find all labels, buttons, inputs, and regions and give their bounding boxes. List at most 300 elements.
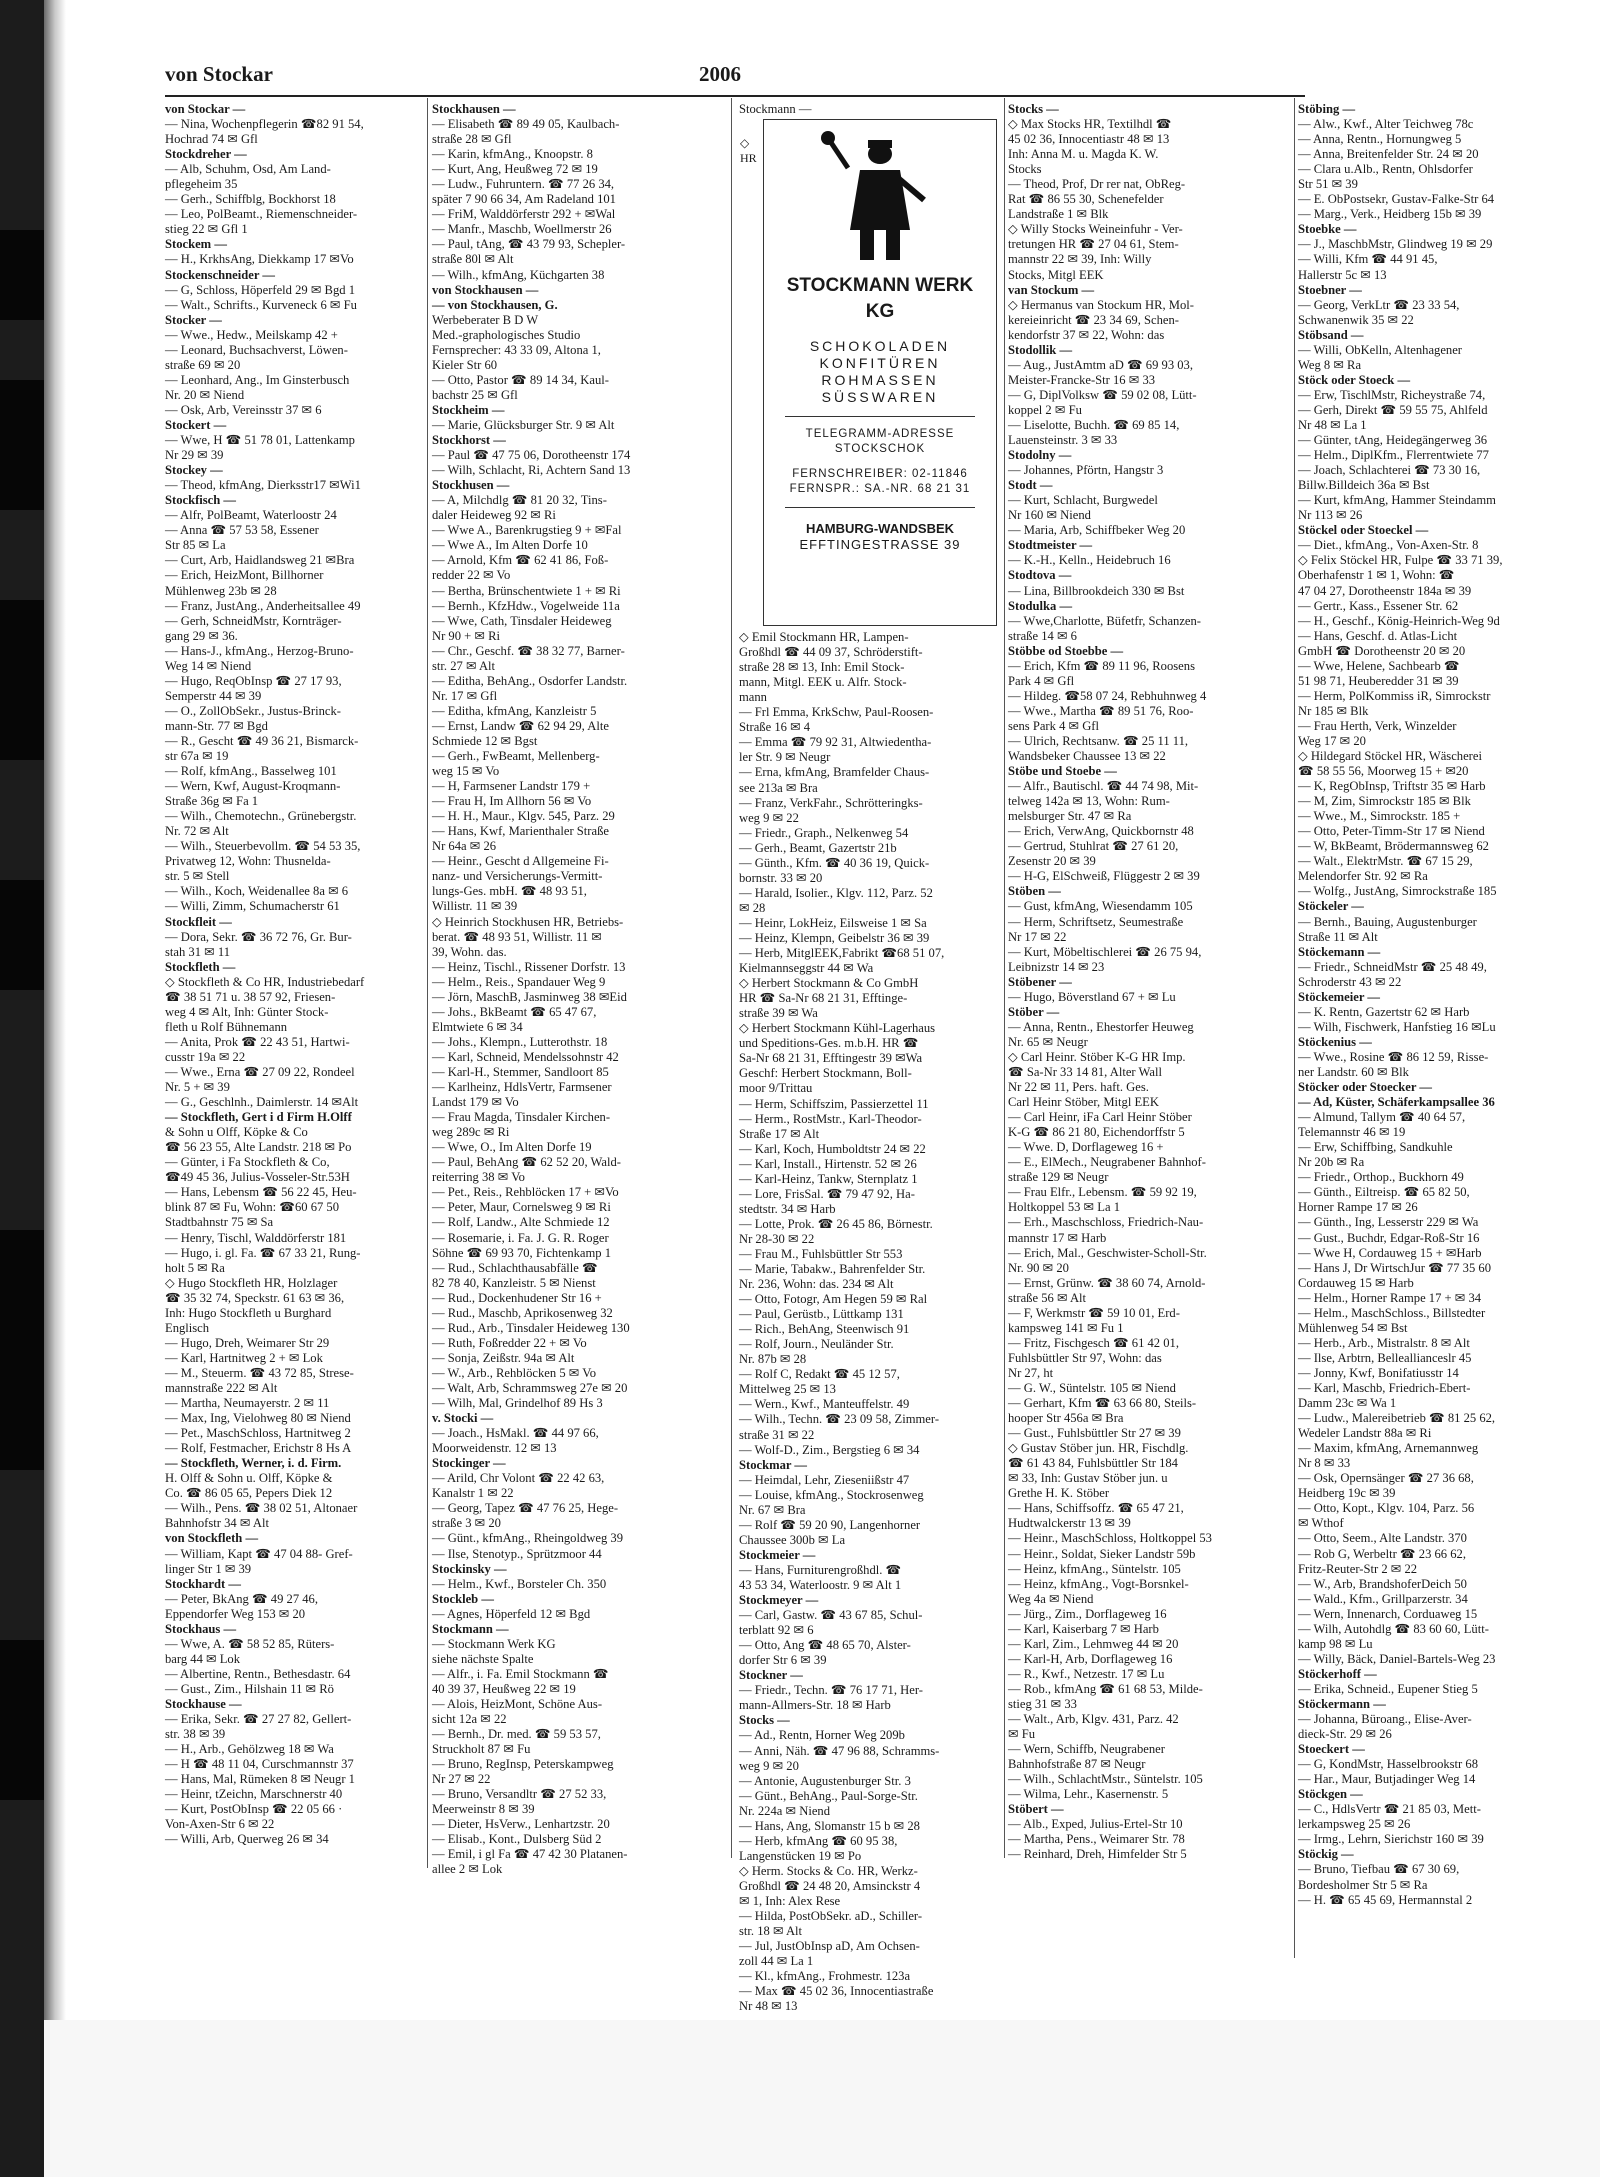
directory-entry-line: ◇ Emil Stockmann HR, Lampen- bbox=[739, 630, 909, 645]
directory-entry-line: — Lore, FrisSal. ☎ 79 47 92, Ha- bbox=[739, 1186, 915, 1201]
directory-entry-line: — Osk, Arb, Vereinsstr 37 ✉ 6 bbox=[165, 402, 322, 417]
directory-entry-line: — M, Zim, Simrockstr 185 ✉ Blk bbox=[1298, 794, 1471, 809]
directory-entry-line: — Rolf, Journ., Neuländer Str. bbox=[739, 1337, 894, 1352]
directory-entry-line: — Karl, Hartnitweg 2 + ✉ Lok bbox=[165, 1350, 323, 1365]
directory-entry-line: — Willy, Bäck, Daniel-Bartels-Weg 23 bbox=[1298, 1651, 1496, 1666]
directory-column-3 bbox=[739, 102, 1016, 2014]
directory-entry-line: kereieinricht ☎ 23 34 69, Schen- bbox=[1008, 312, 1179, 327]
directory-entry-line: Stöbe und Stoebe — bbox=[1008, 764, 1117, 779]
directory-entry-line: HR ☎ Sa-Nr 68 21 31, Efftinge- bbox=[739, 991, 908, 1006]
directory-entry-line: — Wwe, A. ☎ 58 52 85, Rüters- bbox=[165, 1636, 335, 1651]
directory-entry-line: Lauensteinstr. 3 ✉ 33 bbox=[1008, 433, 1118, 448]
directory-entry-line: — Alfr., i. Fa. Emil Stockmann ☎ bbox=[432, 1666, 609, 1681]
directory-entry-line: — H. H., Maur., Klgv. 545, Parz. 29 bbox=[432, 809, 615, 824]
directory-entry-line: Stockmar — bbox=[739, 1457, 807, 1472]
directory-entry-line: Mittelweg 25 ✉ 13 bbox=[739, 1382, 836, 1397]
directory-entry-line: — Erich, HeizMont, Billhorner bbox=[165, 568, 324, 583]
directory-entry-line: — Herm., RostMstr., Karl-Theodor- bbox=[739, 1111, 922, 1126]
directory-entry-line: — Wilh., Pens. ☎ 38 02 51, Altonaer bbox=[165, 1501, 358, 1516]
directory-entry-line: ◇ Carl Heinr. Stöber K-G HR Imp. bbox=[1008, 1049, 1186, 1064]
directory-column-2 bbox=[432, 102, 708, 1877]
directory-entry-line: straße 31 ✉ 22 bbox=[739, 1427, 815, 1442]
directory-entry-line: — Kurt, Schlacht, Burgwedel bbox=[1008, 493, 1158, 508]
ad-product: SÜSSWAREN bbox=[821, 389, 939, 406]
directory-entry-line: Stöckemann — bbox=[1298, 944, 1381, 959]
directory-entry-line: Nr. 20 ✉ Niend bbox=[165, 387, 245, 402]
directory-entry-line: Willistr. 11 ✉ 39 bbox=[432, 899, 518, 914]
directory-entry-line: — F, Werkmstr ☎ 59 10 01, Erd- bbox=[1008, 1305, 1180, 1320]
directory-entry-line: Stöckerhoff — bbox=[1298, 1666, 1377, 1681]
directory-entry-line: — Anna ☎ 57 53 58, Essener bbox=[165, 523, 319, 538]
directory-entry-line: — Frl Emma, KrkSchw, Paul-Roosen- bbox=[739, 705, 934, 720]
directory-entry-line: Chaussee 300b ✉ La bbox=[739, 1532, 846, 1547]
directory-entry-line: — Gertrud, Stuhlrat ☎ 27 61 20, bbox=[1008, 839, 1179, 854]
directory-entry-line: — von Stockhausen, G. bbox=[432, 297, 558, 312]
directory-entry-line: Fernsprecher: 43 33 09, Altona 1, bbox=[432, 342, 601, 357]
directory-entry-line: — Wilh., kfmAng, Küchgarten 38 bbox=[432, 267, 605, 282]
directory-entry-line: — Nina, Wochenpflegerin ☎82 91 54, bbox=[165, 117, 364, 132]
directory-entry-line: — Osk, Opernsänger ☎ 27 36 68, bbox=[1298, 1471, 1474, 1486]
directory-entry-line: Melendorfer Str. 92 ✉ Ra bbox=[1298, 869, 1428, 884]
directory-entry-line: terblatt 92 ✉ 6 bbox=[739, 1623, 814, 1638]
directory-entry-line: Struckholt 87 ✉ Fu bbox=[432, 1742, 531, 1757]
directory-entry-line: stieg 31 ✉ 33 bbox=[1008, 1696, 1077, 1711]
directory-entry-line: — Georg, VerkLtr ☎ 23 33 54, bbox=[1298, 297, 1460, 312]
directory-entry-line: — Frau Elfr., Lebensm. ☎ 59 92 19, bbox=[1008, 1185, 1197, 1200]
directory-entry-line: Stocker — bbox=[165, 312, 222, 327]
directory-entry-line: — Maxim, kfmAng, Arnemannweg bbox=[1298, 1441, 1479, 1456]
directory-entry-line: Meerweinstr 8 ✉ 39 bbox=[432, 1802, 535, 1817]
directory-entry-line: Stocks — bbox=[1008, 102, 1059, 116]
directory-entry-line: — Alw., Kwf., Alter Teichweg 78c bbox=[1298, 117, 1474, 132]
directory-entry-line: mann-Str. 77 ✉ Bgd bbox=[165, 718, 268, 733]
directory-entry-line: — Stockfleth, Gert i d Firm H.Olff bbox=[165, 1110, 352, 1125]
directory-entry-line: weg 9 ✉ 20 bbox=[739, 1758, 799, 1773]
directory-entry-line: — Marie, Tabakw., Bahrenfelder Str. bbox=[739, 1262, 926, 1277]
directory-entry-line: — Heinr, LokHeiz, Eilsweise 1 ✉ Sa bbox=[739, 915, 927, 930]
directory-entry-line: straße 28 ✉ 13, Inh: Emil Stock- bbox=[739, 660, 905, 675]
directory-entry-line: — Johanna, Büroang., Elise-Aver- bbox=[1298, 1712, 1472, 1727]
directory-entry-line: Weg 4a ✉ Niend bbox=[1008, 1591, 1094, 1606]
directory-entry-line: 39, Wohn. das. bbox=[432, 944, 507, 959]
directory-entry-line: weg 9 ✉ 22 bbox=[739, 810, 799, 825]
directory-entry-line: — Karl-H., Stemmer, Sandloort 85 bbox=[432, 1065, 609, 1079]
ad-side-note bbox=[740, 136, 760, 166]
directory-entry-line: Weg 14 ✉ Niend bbox=[165, 658, 252, 673]
directory-entry-line: — Antonie, Augustenburger Str. 3 bbox=[739, 1773, 911, 1788]
directory-entry-line: — Karl, Schneid, Mendelssohnstr 42 bbox=[432, 1049, 619, 1064]
directory-entry-line: — Wwe A., Im Alten Dorfe 10 bbox=[432, 538, 588, 553]
directory-entry-line: — G, Schloss, Höperfeld 29 ✉ Bgd 1 bbox=[165, 282, 356, 297]
directory-entry-line: hooper Str 456a ✉ Bra bbox=[1008, 1411, 1124, 1426]
directory-entry-line: 45 02 36, Innocentiastr 48 ✉ 13 bbox=[1008, 132, 1170, 147]
directory-entry-line: — Anna, Rentn., Hornungweg 5 bbox=[1298, 132, 1462, 147]
directory-entry-line: — Ernst, Landw ☎ 62 94 29, Alte bbox=[432, 718, 609, 733]
directory-entry-line: weg 4 ✉ Alt, Inh: Günter Stock- bbox=[165, 1004, 329, 1019]
directory-entry-line: — Herb., Arb., Mistralstr. 8 ✉ Alt bbox=[1298, 1335, 1470, 1350]
directory-entry-line: — Willi, Zimm, Schumacherstr 61 bbox=[165, 899, 340, 914]
directory-entry-line: Bordesholmer Str 5 ✉ Ra bbox=[1298, 1877, 1428, 1892]
directory-entry-line: — Stockfleth, Werner, i. d. Firm. bbox=[165, 1456, 342, 1471]
directory-entry-line: mann bbox=[739, 690, 767, 705]
directory-entry-line: — Leo, PolBeamt., Riemenschneider- bbox=[165, 207, 358, 222]
directory-entry-line: — Frau Magda, Tinsdaler Kirchen- bbox=[432, 1110, 611, 1125]
directory-entry-line: — Karin, kfmAng., Knoopstr. 8 bbox=[432, 147, 593, 162]
directory-entry-line: — Alfr., Bautischl. ☎ 44 74 98, Mit- bbox=[1008, 779, 1199, 794]
directory-entry-line: — Sonja, Zeißstr. 94a ✉ Alt bbox=[432, 1350, 575, 1365]
directory-entry-line: Weg 8 ✉ Ra bbox=[1298, 357, 1362, 372]
directory-entry-line: mannstr 17 ✉ Harb bbox=[1008, 1230, 1107, 1245]
directory-entry-line: — Wwe, Cath, Tinsdaler Heideweg bbox=[432, 613, 612, 628]
directory-entry-line: Stodtova — bbox=[1008, 568, 1072, 583]
directory-entry-line: — Friedr., Graph., Nelkenweg 54 bbox=[739, 825, 909, 840]
directory-entry-line: — Rosemarie, i. Fa. J. G. R. Roger bbox=[432, 1230, 609, 1245]
directory-entry-line: — Herm, Schiffszim, Passierzettel 11 bbox=[739, 1096, 929, 1111]
directory-entry-line: Geschf: Herbert Stockmann, Boll- bbox=[739, 1066, 912, 1081]
directory-entry-line: ◇ Stockfleth & Co HR, Industriebedarf bbox=[165, 974, 365, 989]
directory-entry-line: — Rud., Dockenhudener Str 16 + bbox=[432, 1290, 602, 1305]
directory-entry-line: Stockmeier — bbox=[739, 1547, 816, 1562]
directory-entry-line: — Karl, Maschb, Friedrich-Ebert- bbox=[1298, 1380, 1471, 1395]
directory-entry-line: Nr. 87b ✉ 28 bbox=[739, 1352, 807, 1367]
directory-entry-line: — Wwe., Rosine ☎ 86 12 59, Risse- bbox=[1298, 1049, 1489, 1064]
directory-entry-line: Eppendorfer Weg 153 ✉ 20 bbox=[165, 1606, 306, 1621]
directory-entry-line: Langenstücken 19 ✉ Po bbox=[739, 1848, 862, 1863]
column-3-entries bbox=[739, 630, 1016, 2014]
directory-entry-line: — Curt, Arb, Haidlandsweg 21 ✉Bra bbox=[165, 553, 355, 568]
directory-entry-line: Damm 23c ✉ Wa 1 bbox=[1298, 1396, 1397, 1411]
ad-company-name: STOCKMANN WERK bbox=[786, 275, 974, 297]
directory-entry-line: — K, RegObInsp, Triftstr 35 ✉ Harb bbox=[1298, 779, 1486, 794]
directory-entry-line: — Emil, i gl Fa ☎ 47 42 30 Platanen- bbox=[432, 1847, 628, 1862]
page-header bbox=[165, 62, 1305, 94]
directory-entry-line: — Wilh., Koch, Weidenallee 8a ✉ 6 bbox=[165, 884, 349, 899]
directory-entry-line: — Helm., DiplKfm., Flerrentwiete 77 bbox=[1298, 448, 1489, 463]
directory-entry-line: — Wilh, Schlacht, Ri, Achtern Sand 13 bbox=[432, 463, 631, 478]
directory-entry-line: Stockem — bbox=[165, 237, 227, 252]
directory-entry-line: Nr. 72 ✉ Alt bbox=[165, 824, 229, 839]
directory-entry-line: — Herb, kfmAng ☎ 60 95 38, bbox=[739, 1833, 898, 1848]
directory-entry-line: str. 5 ✉ Stell bbox=[165, 869, 230, 884]
directory-entry-line: — Willi, Arb, Querweg 26 ✉ 34 bbox=[165, 1832, 329, 1847]
directory-column-5 bbox=[1298, 102, 1598, 1962]
directory-entry-line: gang 29 ✉ 36. bbox=[165, 628, 238, 643]
directory-entry-line: Kielmannseggstr 44 ✉ Wa bbox=[739, 961, 874, 976]
scan-edge-shadow bbox=[0, 0, 44, 2177]
directory-entry-line: fleth u Rolf Bühnemann bbox=[165, 1019, 288, 1034]
ad-telex: FERNSCHREIBER: 02-11846 bbox=[792, 468, 968, 481]
directory-entry-line: Straße 17 ✉ Alt bbox=[739, 1126, 820, 1141]
directory-entry-line: — A, Milchdlg ☎ 81 20 32, Tins- bbox=[432, 493, 607, 508]
directory-entry-line: — Marie, Glücksburger Str. 9 ✉ Alt bbox=[432, 417, 615, 432]
directory-entry-line: tretungen HR ☎ 27 04 61, Stem- bbox=[1008, 237, 1179, 252]
directory-entry-line: daler Heideweg 92 ✉ Ri bbox=[432, 508, 556, 523]
directory-entry-line: stah 31 ✉ 11 bbox=[165, 944, 231, 959]
directory-entry-line: 51 98 71, Heuberedder 31 ✉ 39 bbox=[1298, 673, 1459, 688]
directory-entry-line: — Hugo, i. gl. Fa. ☎ 67 33 21, Rung- bbox=[165, 1245, 361, 1260]
directory-entry-line: — Johannes, Pförtn, Hangstr 3 bbox=[1008, 463, 1164, 478]
directory-entry-line: — Wilh, Mal, Grindelhof 89 Hs 3 bbox=[432, 1396, 603, 1411]
directory-entry-line: — Rolf, Landw., Alte Schmiede 12 bbox=[432, 1215, 610, 1230]
directory-entry-line: Stockinger — bbox=[432, 1456, 506, 1471]
directory-entry-line: — Rolf, kfmAng., Basselweg 101 bbox=[165, 764, 337, 779]
directory-entry-line: — Arild, Chr Volont ☎ 22 42 63, bbox=[432, 1471, 605, 1486]
directory-entry-line: mann, Mitgl. EEK u. Alfr. Stock- bbox=[739, 675, 907, 690]
directory-entry-line: str. 27 ✉ Alt bbox=[432, 658, 496, 673]
directory-entry-line: 43 53 34, Waterloostr. 9 ✉ Alt 1 bbox=[739, 1578, 902, 1592]
directory-entry-line: — Ludw., Fuhruntern. ☎ 77 26 34, bbox=[432, 177, 615, 192]
directory-entry-line: — Ludw., Malereibetrieb ☎ 81 25 62, bbox=[1298, 1411, 1496, 1426]
directory-entry-line: — Carl Heinr, iFa Carl Heinr Stöber bbox=[1008, 1110, 1192, 1125]
directory-entry-line: — Kl., kfmAng., Frohmestr. 123a bbox=[739, 1969, 911, 1984]
directory-entry-line: mannstraße 222 ✉ Alt bbox=[165, 1380, 278, 1395]
directory-entry-line: — W., Arb., Rehblöcken 5 ✉ Vo bbox=[432, 1365, 597, 1380]
directory-entry-line: Nr 48 ✉ La 1 bbox=[1298, 417, 1367, 432]
directory-entry-line: — Wwe,Charlotte, Büfetfr, Schanzen- bbox=[1008, 613, 1202, 628]
directory-entry-line: Horner Rampe 17 ✉ 26 bbox=[1298, 1200, 1418, 1215]
directory-entry-line: stedtstr. 34 ✉ Harb bbox=[739, 1201, 836, 1216]
directory-entry-line: — Almund, Tallym ☎ 40 64 57, bbox=[1298, 1110, 1466, 1125]
directory-entry-line: K-G ☎ 86 21 80, Eichendorffstr 5 bbox=[1008, 1125, 1185, 1140]
directory-entry-line: — M., Steuerm. ☎ 43 72 85, Strese- bbox=[165, 1365, 354, 1380]
directory-entry-line: — Aug., JustAmtm aD ☎ 69 93 03, bbox=[1008, 357, 1194, 372]
directory-entry-line: ☎ Sa-Nr 33 14 81, Alter Wall bbox=[1008, 1065, 1163, 1079]
directory-entry-line: Weg 17 ✉ 20 bbox=[1298, 733, 1366, 748]
directory-entry-line: — Peter, Maur, Cornelsweg 9 ✉ Ri bbox=[432, 1200, 611, 1215]
directory-entry-line: — Hans, Ang, Slomanstr 15 b ✉ 28 bbox=[739, 1818, 920, 1833]
directory-entry-line: straße 80l ✉ Alt bbox=[432, 252, 514, 267]
directory-entry-line: pflegeheim 35 bbox=[165, 177, 238, 192]
directory-entry-line: barg 44 ✉ Lok bbox=[165, 1651, 241, 1666]
directory-entry-line: — Ad, Küster, Schäferkampsallee 36 bbox=[1298, 1095, 1495, 1110]
directory-entry-line: Stöber — bbox=[1008, 1004, 1060, 1019]
directory-entry-line: Kieler Str 60 bbox=[432, 357, 498, 372]
directory-entry-line: — Theod, kfmAng, Dierksstr17 ✉Wi1 bbox=[165, 478, 361, 493]
directory-entry-line: — Günter, i Fa Stockfleth & Co, bbox=[165, 1155, 330, 1170]
page-bottom-margin bbox=[44, 2020, 1600, 2177]
directory-entry-line: — Lina, Billbrookdeich 330 ✉ Bst bbox=[1008, 583, 1185, 598]
directory-entry-line: — Gerh., Schiffblg, Bockhorst 18 bbox=[165, 192, 336, 207]
directory-entry-line: — Gerh., FwBeamt, Mellenberg- bbox=[432, 749, 600, 764]
directory-entry-line: Park 4 ✉ Gfl bbox=[1008, 673, 1075, 688]
directory-entry-line: — W., Arb, BrandshoferDeich 50 bbox=[1298, 1576, 1467, 1591]
ad-phone-block bbox=[764, 467, 996, 497]
directory-entry-line: — Walt, Arb, Schrammsweg 27e ✉ 20 bbox=[432, 1380, 628, 1395]
directory-entry-line: — Har., Maur, Butjadinger Weg 14 bbox=[1298, 1772, 1476, 1787]
directory-entry-line: see 213a ✉ Bra bbox=[739, 780, 818, 795]
directory-entry-line: straße 56 ✉ Alt bbox=[1008, 1290, 1087, 1305]
directory-entry-line: Stockert — bbox=[165, 417, 227, 432]
directory-entry-line: — Clara u.Alb., Rentn, Ohlsdorfer bbox=[1298, 162, 1473, 177]
directory-entry-line: — Rud., Maschb, Aprikosenweg 32 bbox=[432, 1305, 613, 1320]
directory-entry-line: — Arnold, Kfm ☎ 62 41 86, Foß- bbox=[432, 553, 609, 568]
directory-entry-line: ◇ Heinrich Stockhusen HR, Betriebs- bbox=[432, 914, 624, 929]
directory-entry-line: — Bruno, Versandltr ☎ 27 52 33, bbox=[432, 1787, 607, 1802]
directory-entry-line: Stöckeler — bbox=[1298, 899, 1364, 914]
directory-entry-line: — Heinr., Soldat, Sieker Landstr 59b bbox=[1008, 1546, 1196, 1561]
ad-side-text: HR bbox=[740, 151, 757, 166]
directory-entry-line: — Helm., Reis., Spandauer Weg 9 bbox=[432, 974, 606, 989]
directory-entry-line: — Anni, Näh. ☎ 47 96 88, Schramms- bbox=[739, 1743, 940, 1758]
directory-entry-line: — E., ElMech., Neugrabener Bahnhof- bbox=[1008, 1155, 1206, 1170]
directory-entry-line: — Helm., Kwf., Borsteler Ch. 350 bbox=[432, 1576, 607, 1591]
directory-entry-line: — Leonhard, Ang., Im Ginsterbusch bbox=[165, 372, 350, 387]
directory-entry-line: Hallerstr 5c ✉ 13 bbox=[1298, 267, 1387, 282]
directory-entry-line: Elmtwiete 6 ✉ 34 bbox=[432, 1019, 523, 1034]
directory-entry-line: — Heinz, Klempn, Geibelstr 36 ✉ 39 bbox=[739, 930, 930, 945]
header-rule bbox=[165, 95, 1305, 97]
directory-entry-line: — Manfr., Maschb, Woellmerstr 26 bbox=[432, 222, 612, 237]
directory-entry-line: koppel 2 ✉ Fu bbox=[1008, 402, 1082, 417]
directory-entry-line: Privatweg 12, Wohn: Thusnelda- bbox=[165, 854, 331, 869]
directory-entry-line: — Alb., Exped, Julius-Ertel-Str 10 bbox=[1008, 1817, 1183, 1832]
directory-entry-line: — Alb, Schuhm, Osd, Am Land- bbox=[165, 162, 331, 177]
directory-entry-line: — Wwe., M., Simrockstr. 185 + bbox=[1298, 809, 1461, 824]
directory-entry-line: Stöckel oder Stoeckel — bbox=[1298, 523, 1429, 538]
directory-entry-line: — Hugo, ReqObInsp ☎ 27 17 93, bbox=[165, 673, 342, 688]
directory-entry-line: Stockfisch — bbox=[165, 493, 237, 508]
directory-entry-line: — Frau M., Fuhlsbüttler Str 553 bbox=[739, 1246, 903, 1261]
directory-entry-line: Stockhardt — bbox=[165, 1576, 241, 1591]
directory-entry-line: Rat ☎ 86 55 30, Schenefelder bbox=[1008, 192, 1164, 207]
directory-entry-line: — Hugo, Böverstland 67 + ✉ Lu bbox=[1008, 989, 1176, 1004]
directory-entry-line: und Speditions-Ges. m.b.H. HR ☎ bbox=[739, 1036, 919, 1051]
directory-entry-line: Stöbing — bbox=[1298, 102, 1356, 116]
directory-entry-line: — Johs., BkBeamt ☎ 65 47 67, bbox=[432, 1004, 597, 1019]
directory-entry-line: ☎ 38 51 71 u. 38 57 92, Friesen- bbox=[165, 989, 336, 1004]
directory-entry-line: — Anna, Breitenfelder Str. 24 ✉ 20 bbox=[1298, 147, 1479, 162]
ad-product: SCHOKOLADEN bbox=[809, 338, 951, 355]
directory-entry-line: blink 87 ✉ Fu, Wohn: ☎60 67 50 bbox=[165, 1200, 340, 1215]
directory-entry-line: — Gerh, Direkt ☎ 59 55 75, Ahlfeld bbox=[1298, 402, 1488, 417]
directory-entry-line: Nr 27 ✉ 22 bbox=[432, 1772, 491, 1787]
directory-entry-line: Nr. 224a ✉ Niend bbox=[739, 1803, 830, 1818]
directory-entry-line: — Erw, TischlMstr, Richeystraße 74, bbox=[1298, 387, 1486, 402]
directory-entry-line: Nr. 90 ✉ 20 bbox=[1008, 1260, 1069, 1275]
chimney-sweep-logo-icon bbox=[820, 130, 940, 270]
directory-entry-line: Stöckermann — bbox=[1298, 1696, 1386, 1711]
directory-entry-line: Stockmeyer — bbox=[739, 1593, 819, 1608]
directory-entry-line: — Erich, Mal., Geschwister-Scholl-Str. bbox=[1008, 1245, 1207, 1260]
directory-entry-line: — Günth., Eiltreisp. ☎ 65 82 50, bbox=[1298, 1185, 1470, 1200]
directory-entry-line: — Leonard, Buchsachverst, Löwen- bbox=[165, 342, 348, 357]
directory-entry-line: ✉ Wthof bbox=[1298, 1516, 1344, 1531]
directory-entry-line: — Gerh., Beamt, Gazertstr 21b bbox=[739, 840, 897, 855]
directory-entry-line: — Heinr., Gescht d Allgemeine Fi- bbox=[432, 854, 609, 869]
directory-entry-line: — Rich., BehAng, Steenwisch 91 bbox=[739, 1322, 910, 1337]
directory-entry-line: — Günth., Kfm. ☎ 40 36 19, Quick- bbox=[739, 855, 930, 870]
directory-entry-line: dorfer Str 6 ✉ 39 bbox=[739, 1653, 827, 1668]
directory-entry-line: Stöck oder Stoeck — bbox=[1298, 372, 1411, 387]
directory-entry-line: linger Str 1 ✉ 39 bbox=[165, 1561, 252, 1576]
directory-entry-line: nanz- und Versicherungs-Vermitt- bbox=[432, 869, 603, 884]
directory-entry-line: ☎ 61 43 84, Fuhlsbüttler Str 184 bbox=[1008, 1456, 1178, 1471]
directory-entry-line: — Otto, Pastor ☎ 89 14 34, Kaul- bbox=[432, 372, 609, 387]
directory-entry-line: Stodtmeister — bbox=[1008, 538, 1093, 553]
directory-entry-line: — Heinz, Tischl., Rissener Dorfstr. 13 bbox=[432, 959, 626, 974]
directory-entry-line: — Karl, Install., Hirtenstr. 52 ✉ 26 bbox=[739, 1156, 917, 1171]
directory-entry-line: Straße 11 ✉ Alt bbox=[1298, 929, 1378, 944]
directory-entry-line: — Franz, JustAng., Anderheitsallee 49 bbox=[165, 598, 361, 613]
directory-entry-line: Stockhusen — bbox=[432, 478, 510, 493]
directory-entry-line: lerkampsweg 25 ✉ 26 bbox=[1298, 1817, 1411, 1832]
directory-entry-line: Nr 17 ✉ 22 bbox=[1008, 929, 1067, 944]
directory-entry-line: — Elisabeth ☎ 89 49 05, Kaulbach- bbox=[432, 117, 620, 132]
directory-entry-line: — Editha, kfmAng, Kanzleistr 5 bbox=[432, 703, 597, 718]
directory-entry-line: — Martha, Neumayerstr. 2 ✉ 11 bbox=[165, 1396, 330, 1411]
directory-entry-line: — Liselotte, Buchh. ☎ 69 85 14, bbox=[1008, 417, 1180, 432]
directory-entry-line: ☎ 58 55 56, Moorweg 15 + ✉20 bbox=[1298, 764, 1469, 779]
directory-entry-line: — G., Geschlnh., Daimlerstr. 14 ✉Alt bbox=[165, 1095, 359, 1110]
directory-entry-line: — Rob., kfmAng ☎ 61 68 53, Milde- bbox=[1008, 1681, 1203, 1696]
directory-entry-line: — Herm, PolKommiss iR, Simrockstr bbox=[1298, 688, 1491, 703]
directory-entry-line: Str 51 ✉ 39 bbox=[1298, 177, 1358, 192]
directory-entry-line: — Günt., BehAng., Paul-Sorge-Str. bbox=[739, 1788, 918, 1803]
directory-entry-line: Stocks bbox=[1008, 162, 1042, 177]
directory-entry-line: — H. ☎ 65 45 69, Hermannstal 2 bbox=[1298, 1892, 1473, 1907]
ad-telegram-label: TELEGRAMM-ADRESSE bbox=[805, 428, 955, 441]
directory-entry-line: — Georg, Tapez ☎ 47 76 25, Hege- bbox=[432, 1501, 619, 1516]
directory-entry-line: Stadtbahnstr 75 ✉ Sa bbox=[165, 1215, 274, 1230]
directory-entry-line: — Herm, Schriftsetz, Seumestraße bbox=[1008, 914, 1184, 929]
directory-entry-line: — Erika, Schneid., Eupener Stieg 5 bbox=[1298, 1681, 1478, 1696]
directory-entry-line: Mühlenweg 23b ✉ 28 bbox=[165, 583, 277, 598]
directory-entry-line: — Erw, Schiffbing, Sandkuhle bbox=[1298, 1140, 1453, 1155]
directory-entry-line: ◇ Felix Stöckel HR, Fulpe ☎ 33 71 39, bbox=[1298, 553, 1503, 568]
directory-entry-line: Hochrad 74 ✉ Gfl bbox=[165, 132, 258, 147]
directory-entry-line: ◇ Gustav Stöber jun. HR, Fischdlg. bbox=[1008, 1441, 1189, 1456]
directory-entry-line: Stoeckert — bbox=[1298, 1742, 1365, 1757]
directory-entry-line: — Bruno, RegInsp, Peterskampweg bbox=[432, 1757, 614, 1772]
directory-entry-line: str. 18 ✉ Alt bbox=[739, 1924, 803, 1939]
directory-entry-line: — Dieter, HsVerw., Lenhartzstr. 20 bbox=[432, 1817, 610, 1832]
directory-entry-line: weg 289c ✉ Ri bbox=[432, 1125, 510, 1140]
directory-entry-line: — Wern, Innenarch, Corduaweg 15 bbox=[1298, 1606, 1478, 1621]
directory-entry-line: reiterring 38 ✉ Vo bbox=[432, 1170, 525, 1185]
directory-entry-line: Nr 20b ✉ Ra bbox=[1298, 1155, 1365, 1170]
directory-entry-line: — H., Arb., Gehölzweg 18 ✉ Wa bbox=[165, 1742, 334, 1757]
running-head: von Stockar bbox=[165, 62, 273, 86]
directory-entry-line: Kanalstr 1 ✉ 22 bbox=[432, 1486, 514, 1501]
directory-entry-line: — Joach, Schlachterei ☎ 73 30 16, bbox=[1298, 463, 1481, 478]
directory-entry-line: Schwanenwik 35 ✉ 22 bbox=[1298, 312, 1414, 327]
directory-entry-line: Schmiede 12 ✉ Bgst bbox=[432, 733, 538, 748]
directory-entry-line: — Bruno, Tiefbau ☎ 67 30 69, bbox=[1298, 1862, 1460, 1877]
directory-entry-line: — Franz, VerkFahr., Schrötteringks- bbox=[739, 795, 923, 810]
directory-entry-line: — Hans, Mal, Rümeken 8 ✉ Neugr 1 bbox=[165, 1772, 355, 1787]
directory-entry-line: Stockdreher — bbox=[165, 147, 247, 162]
column-divider bbox=[427, 98, 428, 1868]
directory-entry-line: ◇ Hermanus van Stockum HR, Mol- bbox=[1008, 297, 1194, 312]
directory-entry-line: Wedeler Landstr 88a ✉ Ri bbox=[1298, 1426, 1432, 1441]
directory-entry-line: Stodolny — bbox=[1008, 448, 1072, 463]
directory-entry-line: Stöcker oder Stoecker — bbox=[1298, 1080, 1432, 1095]
directory-entry-line: Nr 29 ✉ 39 bbox=[165, 448, 224, 463]
directory-entry-line: — Frau H, Im Allhorn 56 ✉ Vo bbox=[432, 794, 592, 809]
directory-entry-line: melsburger Str. 47 ✉ Ra bbox=[1008, 809, 1132, 824]
directory-entry-line: — R., Kwf., Netzestr. 17 ✉ Lu bbox=[1008, 1666, 1165, 1681]
directory-entry-line: Stocks, Mitgl EEK bbox=[1008, 267, 1104, 282]
directory-entry-line: — Willi, ObKelln, Altenhagener bbox=[1298, 342, 1462, 357]
directory-entry-line: — William, Kapt ☎ 47 04 88- Gref- bbox=[165, 1546, 353, 1561]
directory-entry-line: straße 69 ✉ 20 bbox=[165, 357, 241, 372]
directory-entry-line: Nr 8 ✉ 33 bbox=[1298, 1456, 1351, 1471]
directory-entry-line: — Bernh., Bauing, Augustenburger bbox=[1298, 914, 1477, 929]
directory-column-1 bbox=[165, 102, 423, 1872]
directory-entry-line: Leibnizstr 14 ✉ 23 bbox=[1008, 959, 1105, 974]
ad-street: EFFTINGESTRASSE 39 bbox=[799, 537, 961, 553]
directory-entry-line: Stöckenius — bbox=[1298, 1034, 1372, 1049]
